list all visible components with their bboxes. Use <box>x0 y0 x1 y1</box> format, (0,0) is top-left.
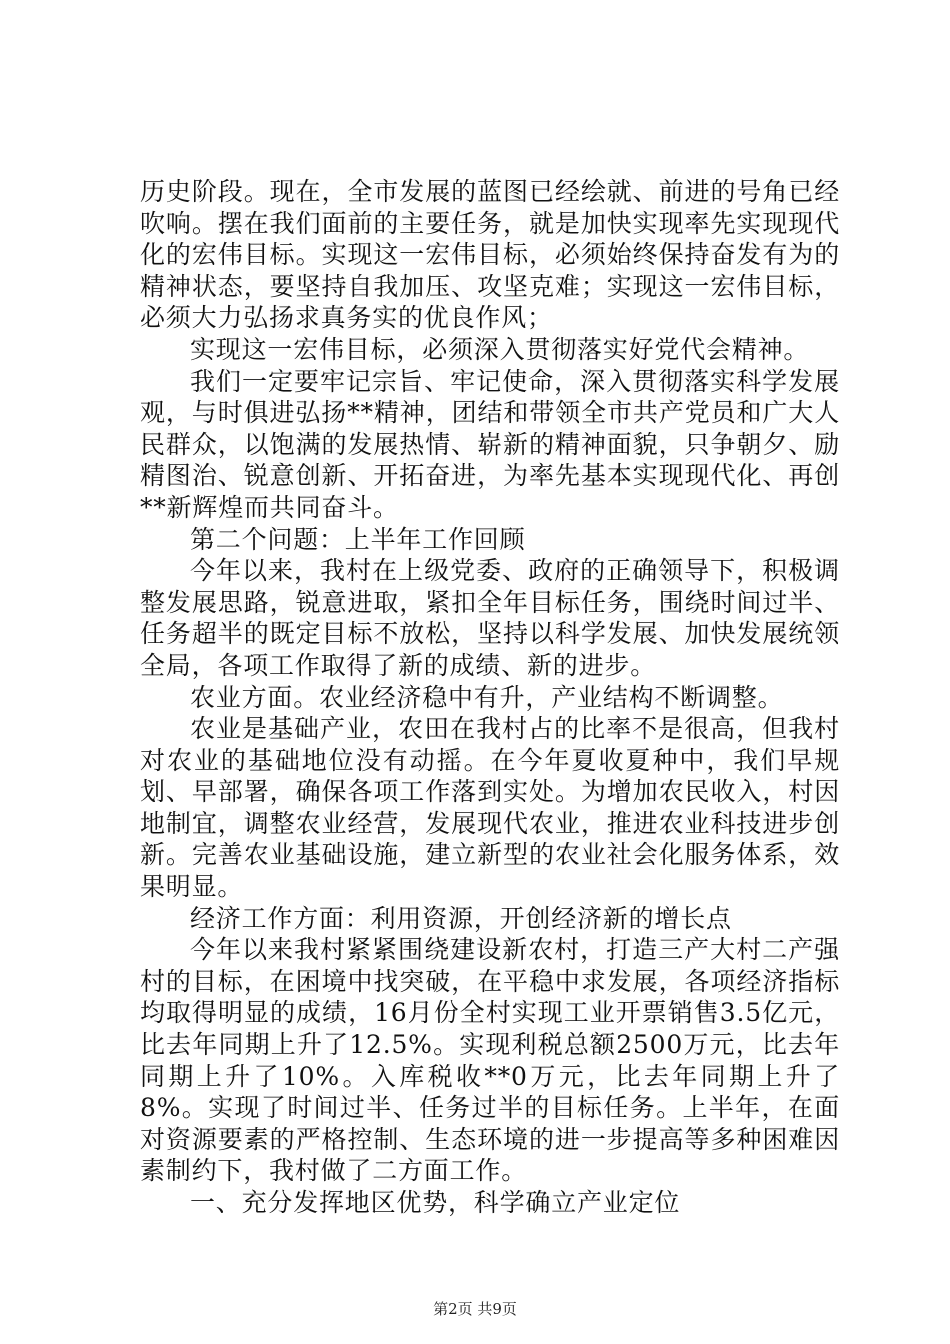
paragraph-3: 我们一定要牢记宗旨、牢记使命，深入贯彻落实科学发展观，与时俱进弘扬**精神，团结和带领全市共产党员和广大人民群众，以饱满的发展热情、崭新的精神面貌，只争朝夕、励精图治、锐意创新、开拓奋进，为率先基本实现现代化、再创**新辉煌而共同奋斗。 <box>140 366 840 522</box>
paragraph-1: 历史阶段。现在，全市发展的蓝图已经绘就、前进的号角已经吹响。摆在我们面前的主要任务，就是加快实现率先实现现代化的宏伟目标。实现这一宏伟目标，必须始终保持奋发有为的精神状态，要坚持自我加压、攻坚克难；实现这一宏伟目标，必须大力弘扬求真务实的优良作风； <box>140 177 840 333</box>
page-number-footer: 第2页 共9页 <box>433 1300 517 1318</box>
paragraph-9: 今年以来我村紧紧围绕建设新农村，打造三产大村二产强村的目标，在困境中找突破，在平稳中求发展，各项经济指标均取得明显的成绩，16月份全村实现工业开票销售3.5亿元，比去年同期上升了12.5%。实现利税总额2500万元，比去年同期上升了10%。入库税收**0万元，比去年同期上升了8%。实现了时间过半、任务过半的目标任务。上半年，在面对资源要素的严格控制、生态环境的进一步提高等多种困难因素制约下，我村做了二方面工作。 <box>140 935 840 1186</box>
subheading-point-one: 一、充分发挥地区优势，科学确立产业定位 <box>190 1188 681 1217</box>
document-body <box>140 176 840 1219</box>
subheading-economy: 经济工作方面：利用资源，开创经济新的增长点 <box>190 903 732 933</box>
paragraph-2: 实现这一宏伟目标，必须深入贯彻落实好党代会精神。 <box>190 334 810 364</box>
paragraph-7: 农业是基础产业，农田在我村占的比率不是很高，但我村对农业的基础地位没有动摇。在今年夏收夏种中，我们早规划、早部署，确保各项工作落到实处。为增加农民收入，村因地制宜，调整农业经营，发展现代农业，推进农业科技进步创新。完善农业基础设施，建立新型的农业社会化服务体系，效果明显。 <box>140 714 840 902</box>
subheading-agriculture: 农业方面。农业经济稳中有升，产业结构不断调整。 <box>190 682 784 712</box>
paragraph-5: 今年以来，我村在上级党委、政府的正确领导下，积极调整发展思路，锐意进取，紧扣全年目标任务，围绕时间过半、任务超半的既定目标不放松，坚持以科学发展、加快发展统领全局，各项工作取得了新的成绩、新的进步。 <box>140 556 840 680</box>
section-heading-review: 第二个问题：上半年工作回顾 <box>190 524 526 554</box>
